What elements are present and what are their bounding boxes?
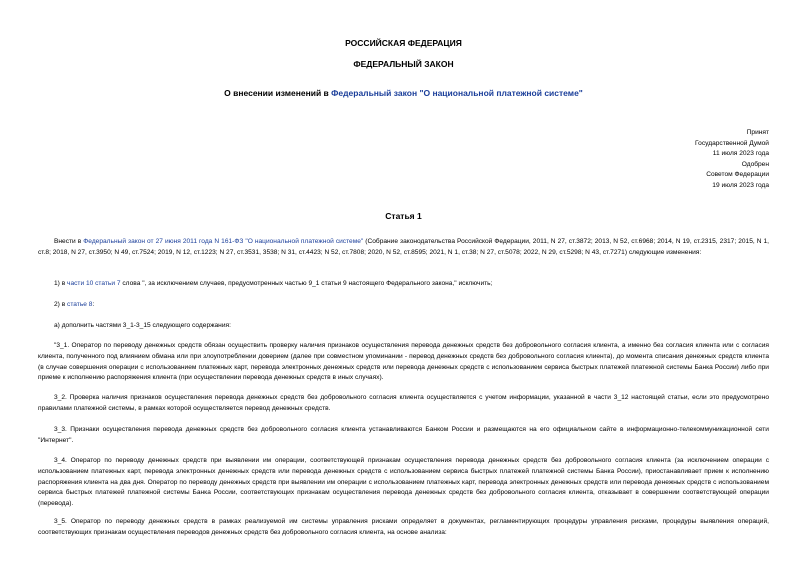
- paragraph-text: слова ", за исключением случаев, предусмотренных частью 9_1 статьи 9 настоящего Федерального закона," исключить;: [120, 280, 493, 287]
- paragraph-intro: [38, 237, 769, 259]
- paragraph-text: Внести в: [54, 238, 84, 245]
- paragraph-text: "3_1. Оператор по переводу денежных средств обязан осуществить проверку наличия признаков осуществления перевода денежных средств без добровольного согласия клиента, а именно без согласия клиента или с согласия клиента, полученного под влиянием обмана или при злоупотреблении доверием (далее при совместном упоминании - перевод денежных средств без добровольного согласия клиента), до момента списания денежных средств клиента (в случае совершения операции с использованием платежных карт, перевода электронных денежных средств или перевода денежных средств с использованием сервиса быстрых платежей платежной системы Банка России) либо при приеме к исполнению распоряжения клиента (при осуществлении перевода денежных средств в иных случаях).: [38, 342, 769, 382]
- adoption-line: 11 июля 2023 года: [712, 150, 769, 157]
- paragraph-text: 3_5. Оператор по переводу денежных средств в рамках реализуемой им системы управления рисками определяет в документах, регламентирующих процедуры управления рисками, процедуры выявления операций, соответствующих признакам осуществления переводов денежных средств без добровольного согласия клиента, на основе анализа:: [38, 518, 769, 536]
- law-title: [0, 88, 807, 98]
- adoption-block: [569, 128, 769, 191]
- paragraph-3-2: [38, 393, 769, 415]
- paragraph-text: 3_2. Проверка наличия признаков осуществления перевода денежных средств без добровольного согласия клиента осуществляется с учетом информации, указанной в части 3_12 настоящей статьи, если это предусмотрено правилами платежной системы, в рамках которой осуществляется перевод денежных средств.: [38, 394, 769, 412]
- adoption-line: Одобрен: [741, 160, 769, 168]
- paragraph-text: :: [92, 301, 95, 308]
- paragraph-3-1: [38, 341, 769, 384]
- paragraph-text: 3_4. Оператор по переводу денежных средств при выявлении им операции, соответствующей признакам осуществления перевода денежных средств без добровольного согласия клиента (за исключением операции с использованием платежных карт, перевода электронных денежных средств или перевода денежных средств с использованием сервиса быстрых платежей платежной системы Банка России), приостанавливает прием к исполнению распоряжения клиента на два дня. Оператор по переводу денежных средств при выявлении им операции с использованием платежных карт, перевода электронных денежных средств или перевода денежных средств с использованием сервиса быстрых платежей платежной системы Банка России, соответствующих признакам осуществления перевода денежных средств без добровольного согласия клиента, отказывает в совершении соответствующей операции (перевода).: [38, 457, 769, 508]
- paragraph-subitem-a: [38, 321, 769, 332]
- law-title-prefix: О внесении изменений в: [224, 88, 332, 98]
- adoption-line: Государственной Думой: [695, 139, 769, 147]
- paragraph-3-4: [38, 456, 769, 510]
- article-7-link[interactable]: части 10 статьи 7: [67, 280, 121, 287]
- article-title: Статья 1: [385, 211, 422, 221]
- adoption-line: Принят: [746, 129, 769, 136]
- law-type-heading: ФЕДЕРАЛЬНЫЙ ЗАКОН: [353, 59, 454, 69]
- paragraph-item-1: [38, 279, 769, 290]
- paragraph-text: а) дополнить частями 3_1-3_15 следующего содержания:: [54, 322, 231, 329]
- paragraph-3-5: [38, 517, 769, 539]
- paragraph-3-3: [38, 425, 769, 447]
- adoption-line: Советом Федерации: [706, 171, 769, 178]
- federal-law-link[interactable]: Федеральный закон от 27 июня 2011 года N 161-ФЗ "О национальной платежной системе": [83, 238, 364, 245]
- paragraph-text: 2) в: [54, 301, 68, 308]
- paragraph-text: (Собрание законодательства Российской Федерации, 2011, N 27, ст.3872; 2013, N 52, ст.6968; 2014, N 19, ст.2315, 2317; 2015, N 1, ст.8; 2018, N 27, ст.3950; N 49, ст.7524; 2019, N 12, ст.1223; N 27, ст.3531, 3538; N 31, ст.4423; N 52, ст.7808; 2020, N 52, ст.8595; 2021, N 1, ст.38; N 27, ст.5078; 2022, N 29, ст.5298; N 43, ст.7271) следующие изменения:: [38, 238, 770, 256]
- adoption-line: 19 июля 2023 года: [712, 181, 769, 189]
- law-title-link[interactable]: Федеральный закон "О национальной платежной системе": [331, 88, 583, 98]
- federation-heading: РОССИЙСКАЯ ФЕДЕРАЦИЯ: [345, 38, 462, 48]
- paragraph-text: 1) в: [54, 280, 68, 287]
- paragraph-text: 3_3. Признаки осуществления перевода денежных средств без добровольного согласия клиента устанавливаются Банком России и размещаются на его официальном сайте в информационно-телекоммуникационной сети "Интернет".: [38, 426, 769, 444]
- article-8-link[interactable]: статье 8: [67, 301, 93, 308]
- paragraph-item-2: [38, 300, 769, 311]
